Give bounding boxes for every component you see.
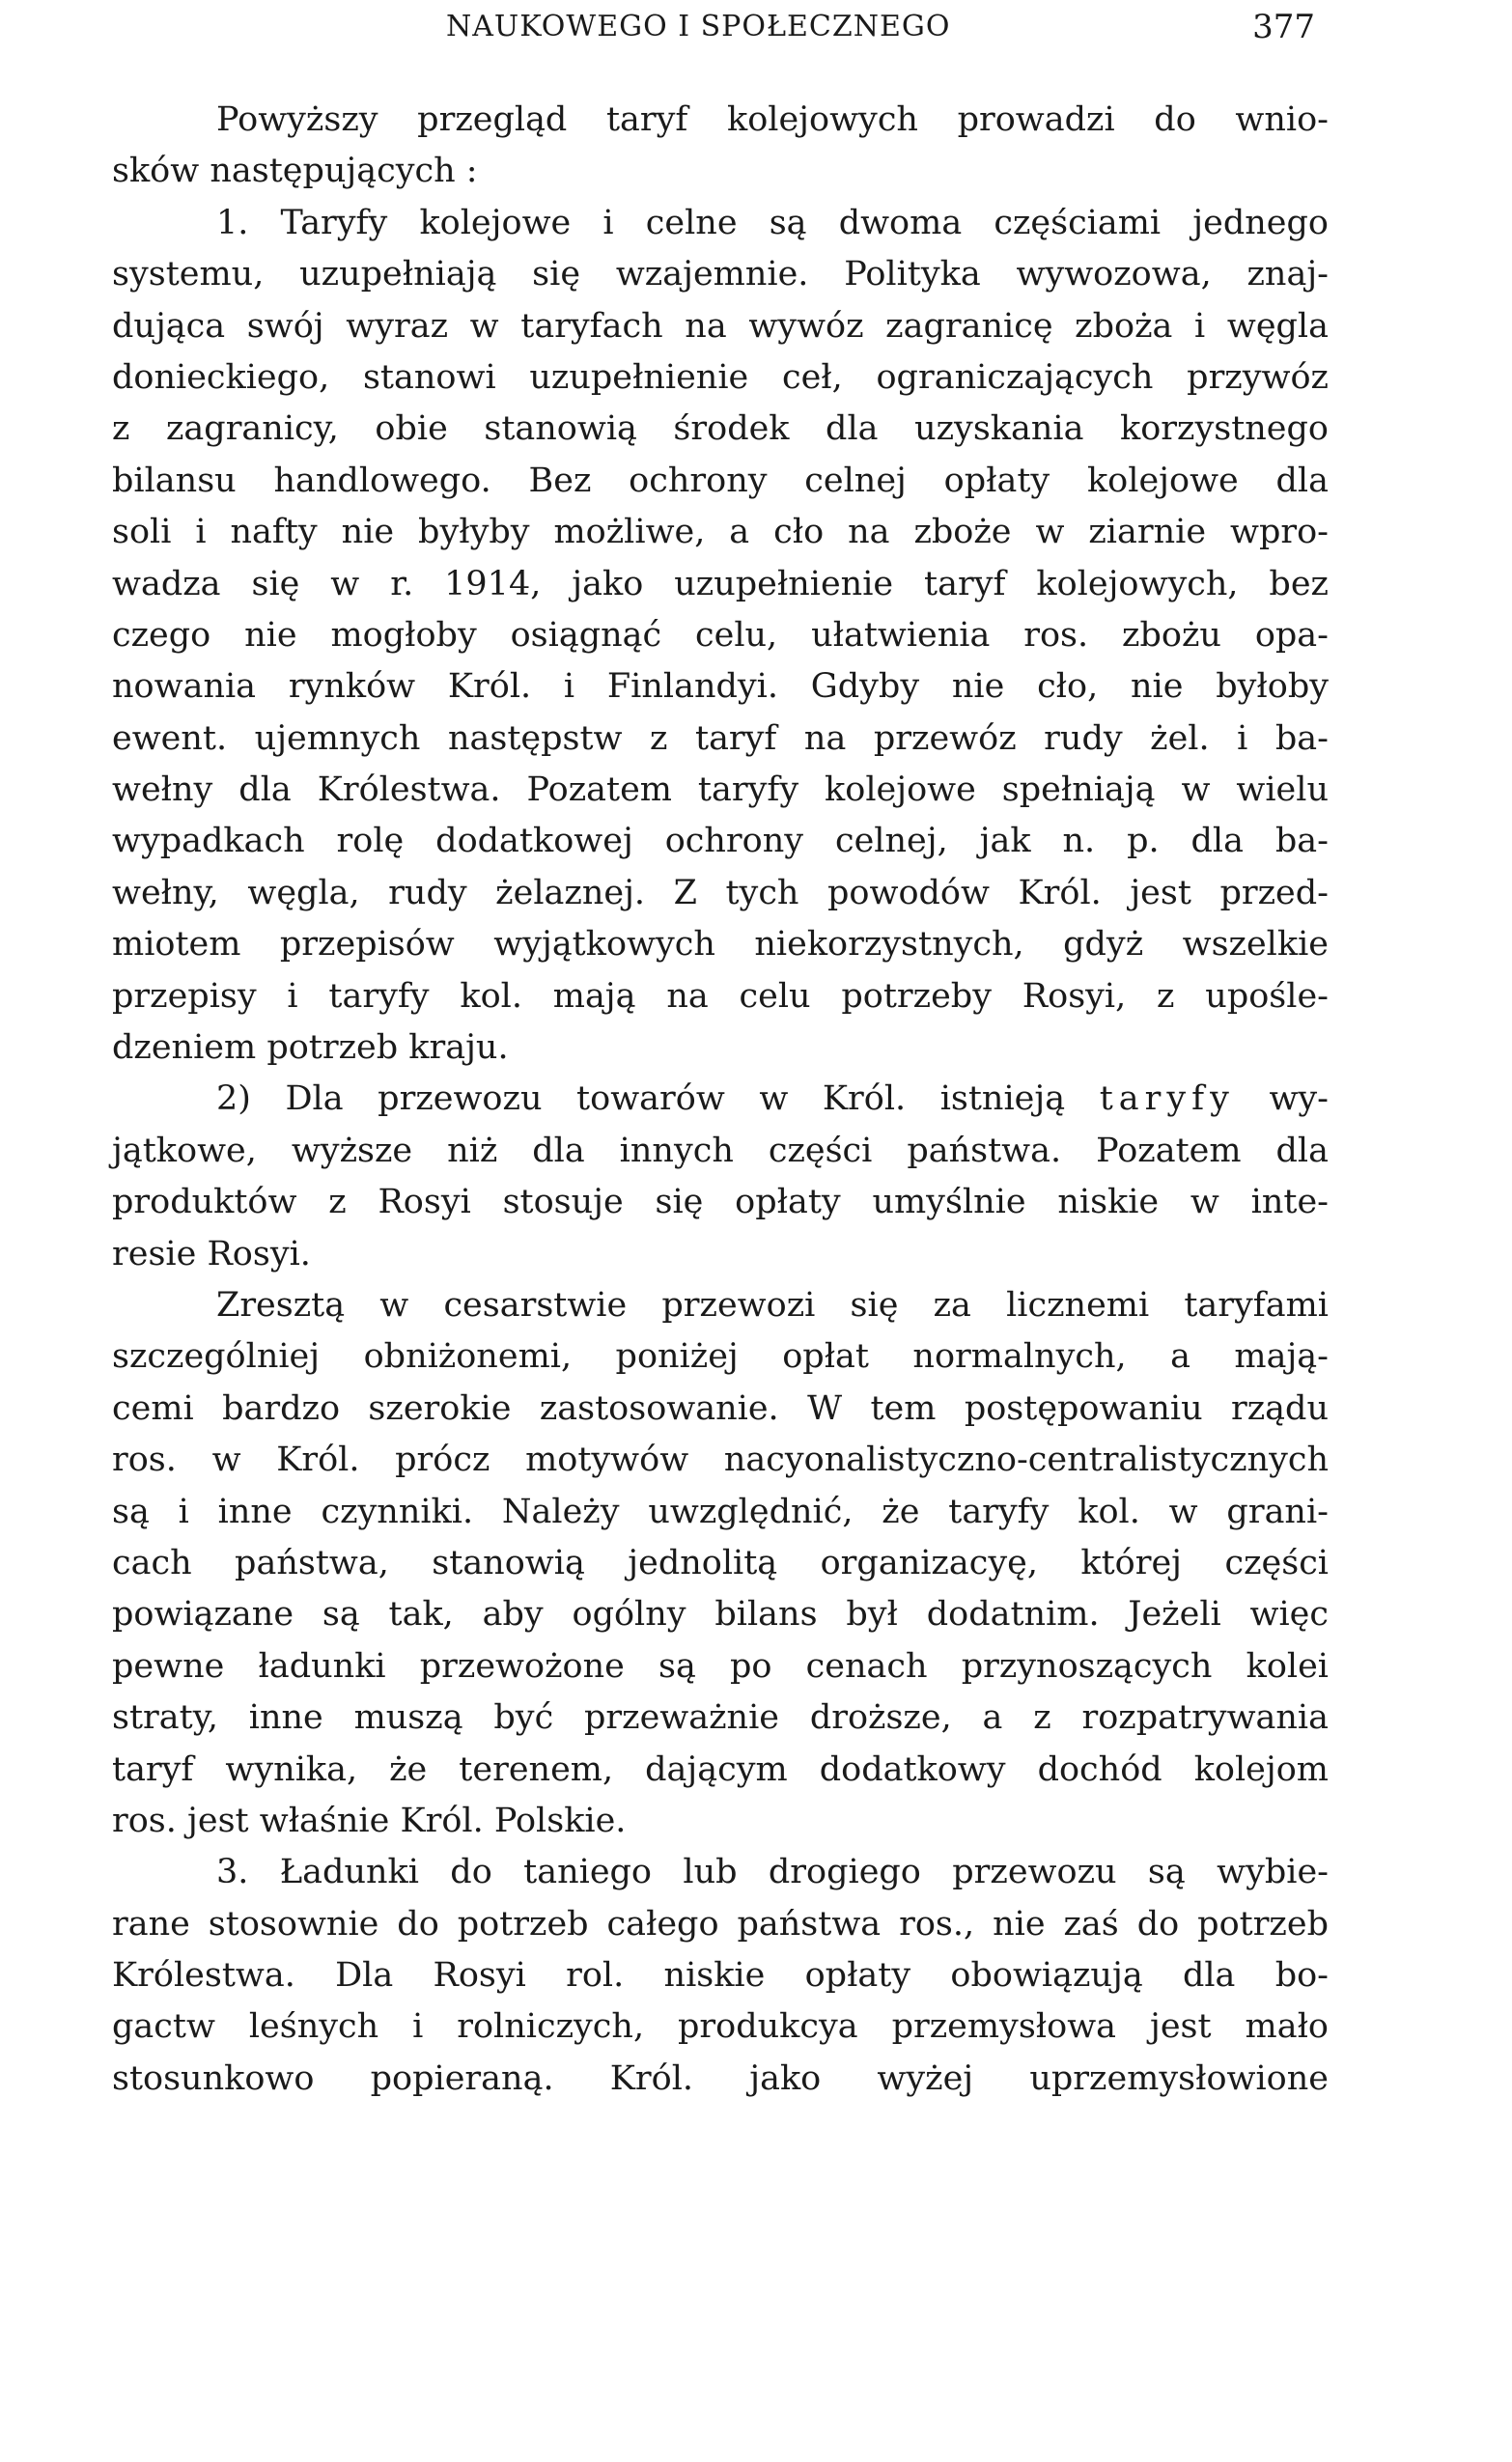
text-line: 3. Ładunki do taniego lub drogiego przewozu są wybie- <box>216 1853 1329 1892</box>
text-line: produktów z Rosyi stosuje się opłaty umyślnie niskie w inte- <box>112 1183 1329 1222</box>
text-line: powiązane są tak, aby ogólny bilans był dodatnim. Jeżeli więc <box>112 1595 1329 1635</box>
text-line <box>112 1074 1329 1125</box>
page-number: 377 <box>1252 8 1315 46</box>
text-line: taryf wynika, że terenem, dającym dodatkowy dochód kolejom <box>112 1749 1329 1789</box>
text-line: są i inne czynniki. Należy uwzględnić, że taryfy kol. w grani- <box>112 1492 1329 1531</box>
text-line: Powyższy przegląd taryf kolejowych prowadzi do wnio- <box>216 100 1329 139</box>
text-line: Królestwa. Dla Rosyi rol. niskie opłaty obowiązują dla bo- <box>112 1956 1329 1996</box>
running-title: NAUKOWEGO I SPOŁECZNEGO <box>446 10 951 43</box>
text-line: rane stosownie do potrzeb całego państwa ros., nie zaś do potrzeb <box>112 1904 1329 1944</box>
text-line: nowania rynków Król. i Finlandyi. Gdyby nie cło, nie byłoby <box>112 667 1329 707</box>
text-line: bilansu handlowego. Bez ochrony celnej opłaty kolejowe dla <box>112 461 1329 500</box>
text-line: miotem przepisów wyjątkowych niekorzystnych, gdyż wszelkie <box>112 925 1329 965</box>
text-line: Zresztą w cesarstwie przewozi się za licznemi taryfami <box>216 1285 1329 1325</box>
text-line: systemu, uzupełniają się wzajemnie. Polityka wywozowa, znaj- <box>112 255 1329 294</box>
text-line: cach państwa, stanowią jednolitą organizacyę, której części <box>112 1543 1329 1582</box>
spaced-emphasis: taryfy <box>1099 1079 1235 1119</box>
text-line: szczególniej obniżonemi, poniżej opłat normalnych, a mają- <box>112 1337 1329 1377</box>
text-line: przepisy i taryfy kol. mają na celu potrzeby Rosyi, z upośle- <box>112 976 1329 1016</box>
text-line: wadza się w r. 1914, jako uzupełnienie taryf kolejowych, bez <box>112 564 1329 603</box>
text-line: z zagranicy, obie stanowią środek dla uzyskania korzystnego <box>112 409 1329 449</box>
text-line: cemi bardzo szerokie zastosowanie. W tem postępowaniu rządu <box>112 1388 1329 1428</box>
text-line: ewent. ujemnych następstw z taryf na przewóz rudy żel. i ba- <box>112 718 1329 758</box>
text-line: soli i nafty nie byłyby możliwe, a cło na zboże w ziarnie wpro- <box>112 513 1329 552</box>
body-text <box>112 95 1329 2105</box>
text-line: ros. jest właśnie Król. Polskie. <box>112 1801 627 1840</box>
running-head <box>446 8 1315 46</box>
text-line: stosunkowo popieraną. Król. jako wyżej uprzemysłowione <box>112 2058 1329 2098</box>
text-line: wypadkach rolę dodatkowej ochrony celnej, jak n. p. dla ba- <box>112 822 1329 861</box>
text-line: resie Rosyi. <box>112 1234 311 1273</box>
text-line: gactw leśnych i rolniczych, produkcya przemysłowa jest mało <box>112 2007 1329 2047</box>
text-line: czego nie mogłoby osiągnąć celu, ułatwienia ros. zbożu opa- <box>112 615 1329 655</box>
text-line: 1. Taryfy kolejowe i celne są dwoma częściami jednego <box>216 203 1329 242</box>
text-line-part: wy- <box>1269 1079 1329 1119</box>
text-line: jątkowe, wyższe niż dla innych części państwa. Pozatem dla <box>112 1131 1329 1170</box>
text-line: dująca swój wyraz w taryfach na wywóz zagranicę zboża i węgla <box>112 306 1329 346</box>
text-line: donieckiego, stanowi uzupełnienie ceł, ograniczających przywóz <box>112 357 1329 397</box>
text-line: ros. w Król. prócz motywów nacyonalistyczno-centralistycznych <box>112 1441 1329 1480</box>
text-line: wełny dla Królestwa. Pozatem taryfy kolejowe spełniają w wielu <box>112 770 1329 810</box>
text-line: pewne ładunki przewożone są po cenach przynoszących kolei <box>112 1646 1329 1686</box>
text-line: sków następujących : <box>112 152 478 191</box>
text-line: straty, inne muszą być przeważnie droższe, a z rozpatrywania <box>112 1698 1329 1738</box>
text-line: dzeniem potrzeb kraju. <box>112 1028 509 1068</box>
text-line: wełny, węgla, rudy żelaznej. Z tych powodów Król. jest przed- <box>112 873 1329 912</box>
text-line-part: 2) Dla przewozu towarów w Król. istnieją <box>216 1079 1066 1119</box>
